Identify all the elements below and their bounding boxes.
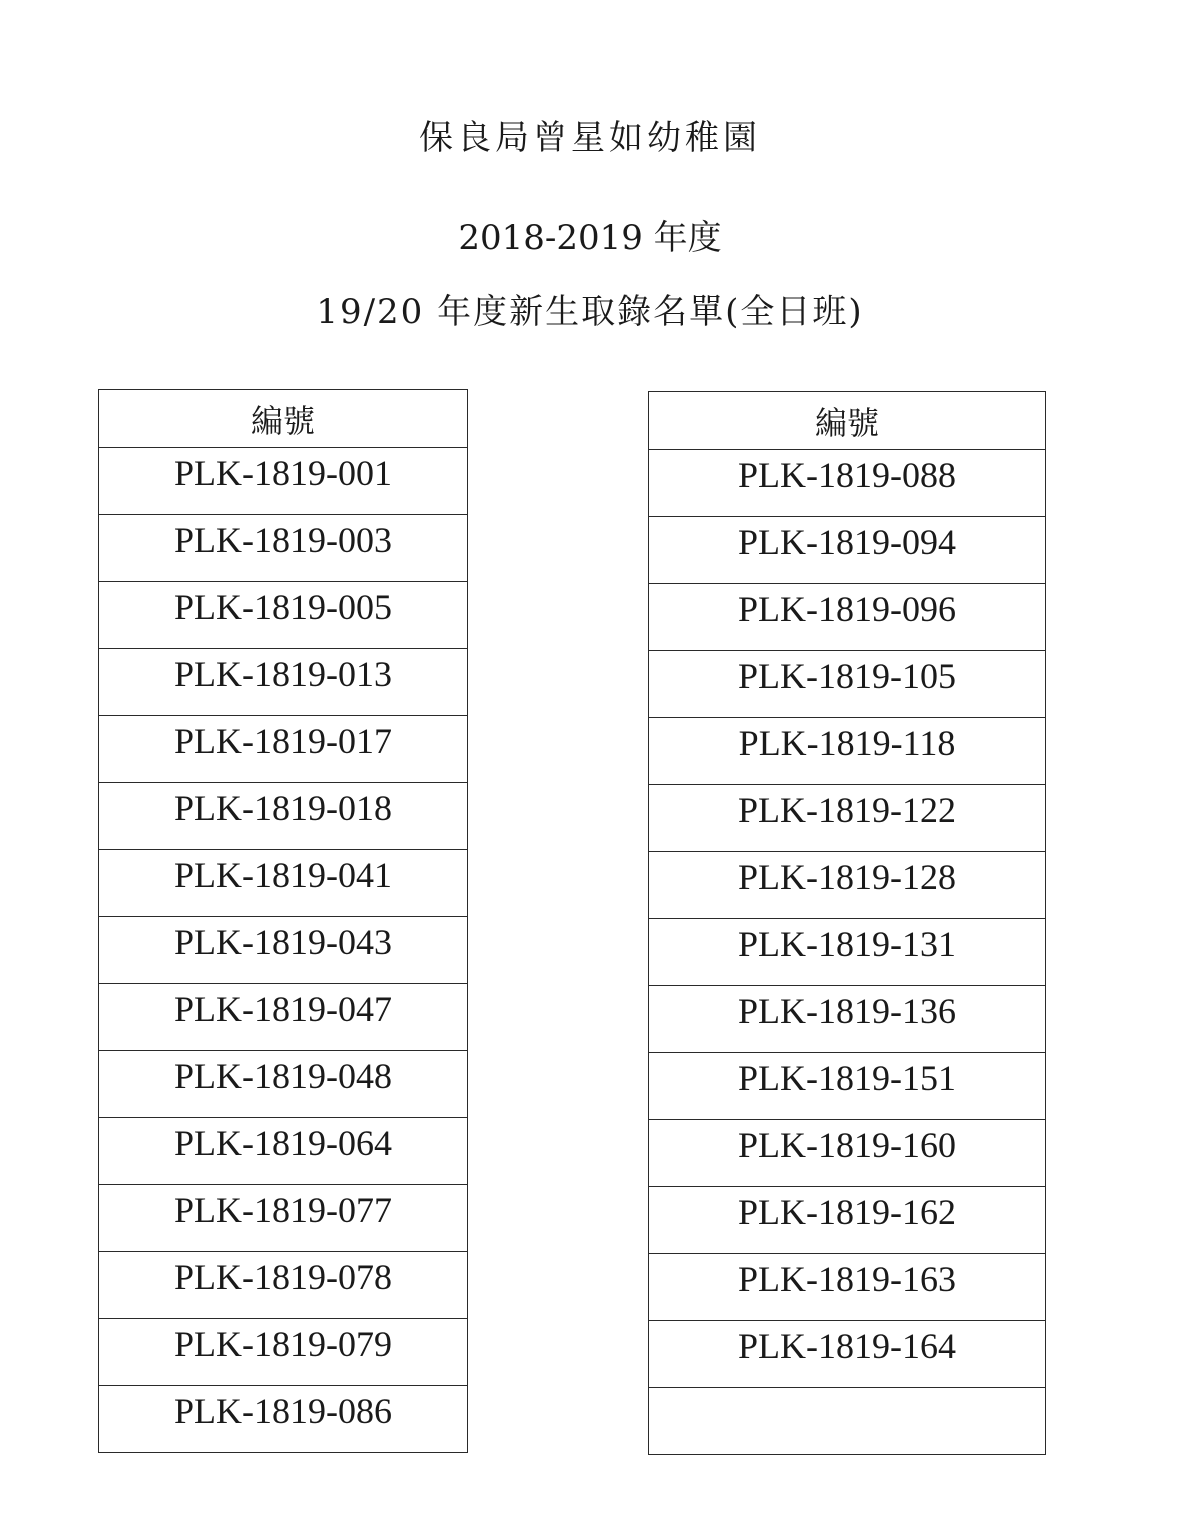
table-row [99, 649, 468, 716]
table-row [99, 783, 468, 850]
table-row [99, 984, 468, 1051]
table-row [99, 716, 468, 783]
table-row [649, 718, 1046, 785]
table-row [99, 448, 468, 515]
table-row [649, 651, 1046, 718]
admission-table-left [98, 389, 468, 1453]
applicant-number-cell-empty [649, 1388, 1046, 1455]
table-row [99, 917, 468, 984]
applicant-number-cell: PLK-1819-151 [649, 1053, 1046, 1120]
applicant-number-cell: PLK-1819-041 [99, 850, 468, 917]
table-row [649, 1053, 1046, 1120]
applicant-number-cell: PLK-1819-163 [649, 1254, 1046, 1321]
admission-table-right [648, 391, 1046, 1455]
applicant-number-cell: PLK-1819-077 [99, 1185, 468, 1252]
applicant-number-cell: PLK-1819-043 [99, 917, 468, 984]
table-row [649, 852, 1046, 919]
table-row [99, 1319, 468, 1386]
applicant-number-cell: PLK-1819-005 [99, 582, 468, 649]
applicant-number-cell: PLK-1819-118 [649, 718, 1046, 785]
applicant-number-cell: PLK-1819-086 [99, 1386, 468, 1453]
column-header-number: 編號 [649, 392, 1046, 450]
table-row [649, 1120, 1046, 1187]
table-row [99, 1185, 468, 1252]
table-row [649, 450, 1046, 517]
applicant-number-cell: PLK-1819-094 [649, 517, 1046, 584]
table-header-row [649, 392, 1046, 450]
school-year: 2018-2019 年度 [458, 218, 722, 258]
table-row [649, 584, 1046, 651]
applicant-number-cell: PLK-1819-018 [99, 783, 468, 850]
applicant-number-cell: PLK-1819-096 [649, 584, 1046, 651]
applicant-number-cell: PLK-1819-164 [649, 1321, 1046, 1388]
table-row [649, 919, 1046, 986]
applicant-number-cell: PLK-1819-122 [649, 785, 1046, 852]
applicant-number-cell: PLK-1819-105 [649, 651, 1046, 718]
table-row [99, 1386, 468, 1453]
applicant-number-cell: PLK-1819-136 [649, 986, 1046, 1053]
applicant-number-cell: PLK-1819-017 [99, 716, 468, 783]
applicant-number-cell: PLK-1819-047 [99, 984, 468, 1051]
admission-list-title: 19/20 年度新生取錄名單(全日班) [316, 292, 864, 332]
table-row [649, 1187, 1046, 1254]
table-row [99, 1118, 468, 1185]
table-row [99, 1051, 468, 1118]
table-row [649, 1254, 1046, 1321]
applicant-number-cell: PLK-1819-079 [99, 1319, 468, 1386]
table-row [649, 986, 1046, 1053]
table-row [99, 582, 468, 649]
applicant-number-cell: PLK-1819-088 [649, 450, 1046, 517]
applicant-number-cell: PLK-1819-013 [99, 649, 468, 716]
applicant-number-cell: PLK-1819-131 [649, 919, 1046, 986]
applicant-number-cell: PLK-1819-003 [99, 515, 468, 582]
applicant-number-cell: PLK-1819-078 [99, 1252, 468, 1319]
table-row [99, 515, 468, 582]
applicant-number-cell: PLK-1819-128 [649, 852, 1046, 919]
applicant-number-cell: PLK-1819-048 [99, 1051, 468, 1118]
table-row [649, 517, 1046, 584]
column-header-number: 編號 [99, 390, 468, 448]
table-row [649, 785, 1046, 852]
table-row [99, 850, 468, 917]
table-row [99, 1252, 468, 1319]
applicant-number-cell: PLK-1819-162 [649, 1187, 1046, 1254]
table-header-row [99, 390, 468, 448]
table-row [649, 1321, 1046, 1388]
table-row-empty [649, 1388, 1046, 1455]
applicant-number-cell: PLK-1819-064 [99, 1118, 468, 1185]
applicant-number-cell: PLK-1819-160 [649, 1120, 1046, 1187]
applicant-number-cell: PLK-1819-001 [99, 448, 468, 515]
school-name: 保良局曾星如幼稚園 [419, 118, 761, 158]
